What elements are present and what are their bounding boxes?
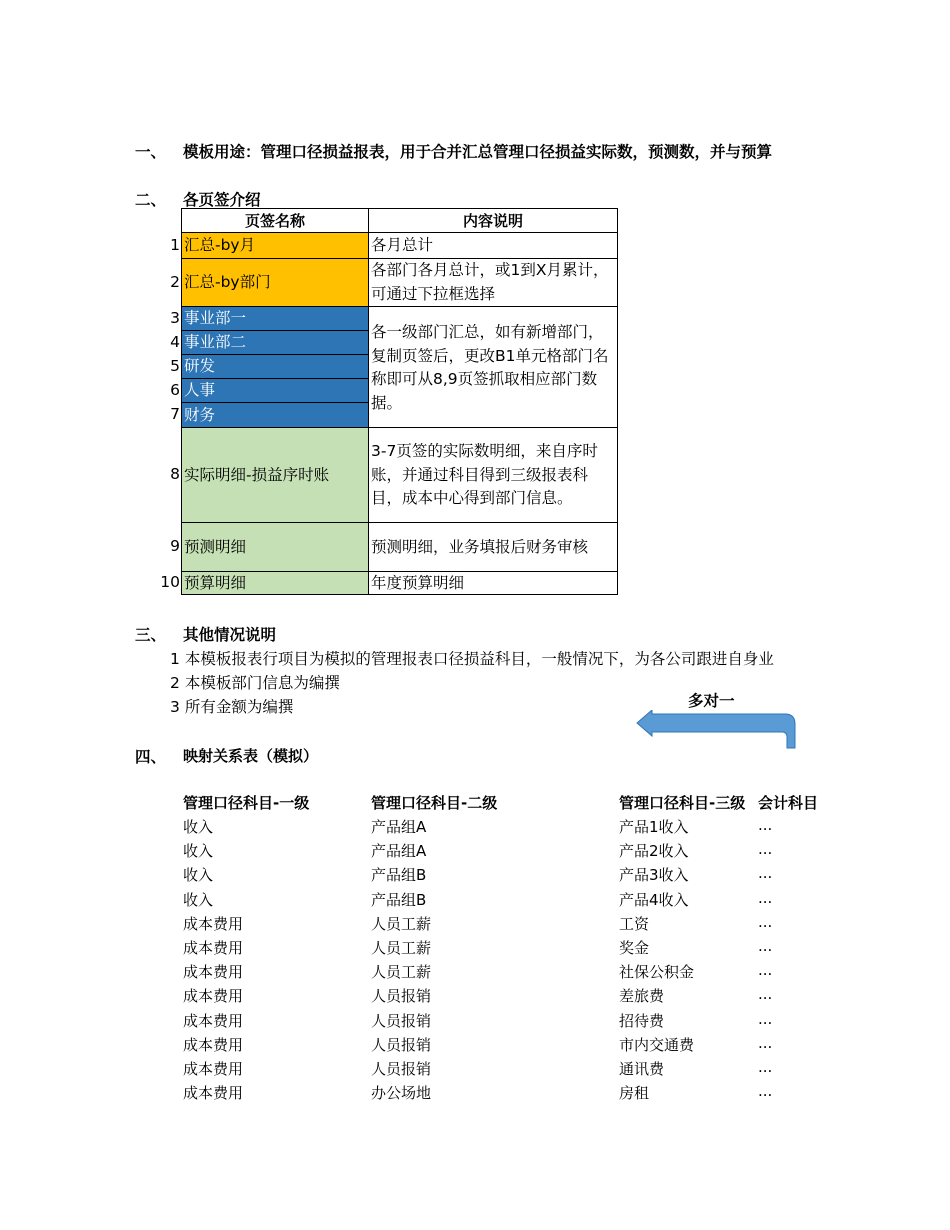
header-sheet-name: 页签名称: [181, 208, 369, 233]
level-3-cell: 房租: [619, 1084, 650, 1103]
level-1-cell: 收入: [183, 842, 214, 861]
table-row: [0, 1034, 950, 1058]
row-number: 1: [170, 236, 180, 254]
note-number: 1: [170, 650, 180, 668]
level-3-cell: 产品1收入: [619, 818, 689, 836]
note-line: [170, 671, 340, 693]
description-cell: 预测明细，业务填报后财务审核: [368, 522, 618, 572]
note-number: 3: [170, 698, 180, 716]
description-cell: 年度预算明细: [368, 571, 618, 595]
level-2-cell: 产品组B: [371, 890, 427, 909]
level-1-cell: 收入: [183, 890, 214, 909]
level-2-cell: 办公场地: [371, 1084, 432, 1103]
account-cell: ...: [758, 1009, 773, 1028]
table-row: [0, 889, 950, 913]
row-number: 4: [170, 333, 180, 351]
table-row: [0, 1010, 950, 1034]
note-number: 2: [170, 674, 180, 692]
account-cell: ...: [758, 961, 773, 980]
level-1-cell: 成本费用: [183, 939, 244, 957]
account-cell: ...: [758, 1082, 773, 1101]
section-3-number: 三、: [135, 626, 167, 644]
u-turn-arrow-icon: [632, 710, 808, 750]
account-cell: ...: [758, 1033, 773, 1052]
account-cell: ...: [758, 912, 773, 931]
description-cell: 各部门各月总计，或1到X月累计，可通过下拉框选择: [368, 258, 618, 307]
level-1-cell: 成本费用: [183, 1060, 244, 1078]
sheet-cell: 研发: [181, 354, 369, 379]
sheet-table: [181, 208, 617, 595]
row-number: 3: [170, 309, 180, 327]
sheet-cell: 汇总-by月: [181, 232, 369, 259]
note-line: [170, 695, 293, 717]
level-2-cell: 人员工薪: [371, 939, 432, 957]
level-3-cell: 差旅费: [619, 987, 665, 1006]
note-text: 本模板报表行项目为模拟的管理报表口径损益科目，一般情况下，为各公司跟进自身业: [184, 650, 774, 668]
description-cell: 各月总计: [368, 232, 618, 259]
section-3-title: 其他情况说明: [183, 626, 277, 644]
arrow-shape: [637, 710, 795, 748]
account-cell: ...: [758, 937, 773, 955]
row-number: 9: [170, 537, 180, 555]
table-row: [0, 816, 950, 840]
table-row: [0, 1058, 950, 1082]
header-account: 会计科目: [758, 794, 819, 812]
header-content: 内容说明: [368, 208, 618, 233]
level-3-cell: 社保公积金: [619, 963, 695, 982]
row-number: 2: [170, 273, 180, 291]
row-number: 5: [170, 357, 180, 375]
level-3-cell: 产品3收入: [619, 866, 689, 885]
account-cell: ...: [758, 840, 773, 859]
level-1-cell: 成本费用: [183, 1011, 244, 1030]
level-3-cell: 产品4收入: [619, 890, 689, 909]
level-2-cell: 人员报销: [371, 987, 432, 1006]
level-1-cell: 收入: [183, 866, 214, 885]
sheet-cell: 预算明细: [181, 571, 369, 595]
level-1-cell: 成本费用: [183, 1084, 244, 1103]
section-1-number: 一、: [135, 143, 167, 161]
sheet-cell: 事业部一: [181, 306, 369, 331]
table-row: [0, 985, 950, 1009]
row-number: 10: [160, 573, 180, 591]
table-row: [0, 1082, 950, 1106]
sheet-cell: 财务: [181, 402, 369, 428]
level-2-cell: 人员报销: [371, 1060, 432, 1078]
note-text: 本模板部门信息为编撰: [184, 674, 340, 692]
table-row: [0, 961, 950, 985]
header-level-2: 管理口径科目-二级: [371, 794, 498, 812]
arrow-label: 多对一: [688, 692, 735, 710]
note-text: 所有金额为编撰: [184, 698, 294, 716]
level-2-cell: 产品组A: [371, 842, 427, 861]
level-3-cell: 市内交通费: [619, 1035, 695, 1054]
header-level-1: 管理口径科目-一级: [183, 794, 310, 812]
table-row: [0, 913, 950, 937]
account-cell: ...: [758, 1058, 773, 1076]
sheet-cell: 实际明细-损益序时账: [181, 427, 369, 523]
row-number: 7: [170, 405, 180, 423]
sheet-cell: 人事: [181, 378, 369, 403]
note-line: [170, 647, 774, 669]
sheet-cell: 事业部二: [181, 330, 369, 355]
table-row: [0, 937, 950, 961]
level-3-cell: 产品2收入: [619, 842, 689, 861]
level-3-cell: 招待费: [619, 1011, 665, 1030]
level-1-cell: 成本费用: [183, 987, 244, 1006]
level-2-cell: 人员工薪: [371, 914, 432, 933]
section-4-number: 四、: [135, 748, 167, 766]
level-2-cell: 人员工薪: [371, 963, 432, 982]
header-level-3: 管理口径科目-三级: [619, 794, 746, 812]
level-1-cell: 收入: [183, 818, 214, 836]
account-cell: ...: [758, 985, 773, 1004]
description-cell: 3-7页签的实际数明细，来自序时账，并通过科目得到三级报表科目，成本中心得到部门信息。: [368, 427, 618, 523]
level-2-cell: 产品组A: [371, 818, 427, 836]
table-row: [0, 864, 950, 888]
level-3-cell: 工资: [619, 914, 650, 933]
row-number: 6: [170, 381, 180, 399]
section-4-title: 映射关系表（模拟）: [183, 747, 319, 765]
section-2-title: 各页签介绍: [183, 191, 261, 209]
level-1-cell: 成本费用: [183, 914, 244, 933]
level-1-cell: 成本费用: [183, 963, 244, 982]
section-2-number: 二、: [135, 191, 167, 209]
mapping-header: [0, 792, 950, 816]
level-2-cell: 产品组B: [371, 866, 427, 885]
account-cell: ...: [758, 864, 773, 883]
level-2-cell: 人员报销: [371, 1011, 432, 1030]
account-cell: ...: [758, 816, 773, 834]
description-cell: 各一级部门汇总，如有新增部门，复制页签后，更改B1单元格部门名称即可从8,9页签抓取相应部门数据。: [368, 306, 618, 428]
row-number: 8: [170, 465, 180, 483]
sheet-cell: 汇总-by部门: [181, 258, 369, 307]
table-row: [0, 840, 950, 864]
account-cell: ...: [758, 888, 773, 907]
level-1-cell: 成本费用: [183, 1035, 244, 1054]
level-3-cell: 奖金: [619, 939, 650, 957]
level-3-cell: 通讯费: [619, 1060, 665, 1078]
sheet-cell: 预测明细: [181, 522, 369, 572]
level-2-cell: 人员报销: [371, 1035, 432, 1054]
section-1-text: 模板用途：管理口径损益报表，用于合并汇总管理口径损益实际数，预测数，并与预算: [183, 143, 773, 161]
